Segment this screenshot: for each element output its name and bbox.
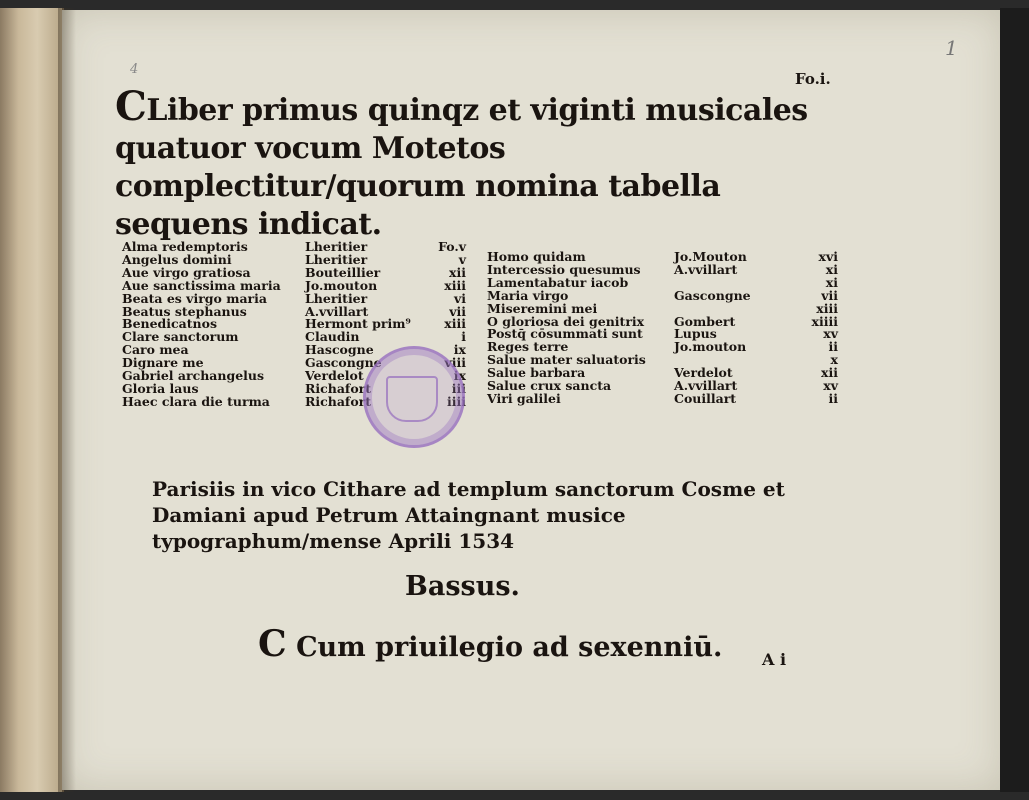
table-cell: Couillart [674, 390, 737, 406]
table-cell: Jo.Mouton [674, 249, 747, 264]
table-cell: iiii [447, 393, 466, 409]
table-cell: vii [449, 303, 466, 319]
table-cell: Miseremini mei [487, 300, 598, 316]
table-cell: Claudin [305, 329, 360, 345]
table-cell: xiii [816, 300, 838, 316]
table-cell: xvi [818, 249, 838, 264]
table-cell: Lupus [674, 326, 717, 342]
signature-mark: A i [762, 650, 787, 669]
table-cell: Verdelot [305, 368, 364, 384]
folio-number: Fo.i. [795, 70, 831, 88]
table-cell: Hermont prim⁹ [305, 316, 411, 332]
table-cell: Lheritier [305, 251, 368, 267]
table-cell: A.vvillart [674, 378, 738, 394]
table-cell: Gombert [674, 313, 736, 329]
table-cell: Haec clara die turma [122, 393, 270, 409]
table-cell: O gloriosa dei genitrix [487, 313, 645, 329]
table-cell: ii [828, 390, 838, 406]
table-cell: ix [453, 368, 466, 384]
table-cell: A.vvillart [305, 303, 369, 319]
table-cell: Alma redemptoris [122, 239, 248, 254]
book-title [115, 83, 855, 244]
voice-part: Bassus. [405, 571, 520, 602]
table-cell: Richafort [305, 380, 372, 396]
table-cell: Reges terre [487, 339, 569, 355]
privilege-line [258, 623, 722, 665]
table-cell: xi [825, 274, 838, 290]
table-cell: xii [821, 365, 838, 381]
table-cell: Caro mea [122, 342, 189, 358]
table-cell: ii [828, 339, 838, 355]
table-cell: xiii [444, 316, 466, 332]
privilege-initial: C [258, 623, 287, 665]
library-stamp-shield [386, 376, 438, 422]
table-cell: Aue sanctissima maria [122, 277, 281, 293]
table-cell: Lamentabatur iacob [487, 274, 629, 290]
table-cell: Beata es virgo maria [122, 290, 267, 306]
imprint-text: Parisiis in vico Cithare ad templum sanctorum Cosme et Damiani apud Petrum Attaingnant musice typographum/mense Aprili 1534 [152, 477, 785, 553]
title-initial: C [115, 83, 147, 130]
table-cell: Salue barbara [487, 365, 586, 381]
table-cell: xv [823, 326, 838, 342]
page-edge-background [1000, 8, 1029, 792]
table-cell: Hascogne [305, 342, 374, 358]
table-cell: Dignare me [122, 355, 204, 371]
privilege-text: Cum priuilegio ad sexenniū. [296, 632, 723, 663]
right-composers-column [674, 251, 784, 406]
left-titles-column [122, 241, 292, 409]
right-titles-column [487, 251, 662, 406]
table-cell: xii [449, 264, 466, 280]
table-cell: Fo.v [438, 239, 466, 254]
table-cell: v [458, 251, 466, 267]
table-cell: Homo quidam [487, 249, 586, 264]
table-cell: xiii [444, 277, 466, 293]
table-cell: Maria virgo [487, 287, 569, 303]
table-cell: Gascongne [674, 287, 751, 303]
table-cell: Jo.mouton [674, 339, 747, 355]
table-cell: Lheritier [305, 290, 368, 306]
table-cell: Salue mater saluatoris [487, 352, 646, 368]
table-cell: Verdelot [674, 365, 733, 381]
table-cell: i [461, 329, 466, 345]
table-cell: Postq̄ cōsummati sunt [487, 326, 643, 342]
table-cell: Aue virgo gratiosa [122, 264, 251, 280]
table-cell: Jo.mouton [305, 277, 378, 293]
table-cell: vii [821, 287, 838, 303]
table-cell: xi [825, 261, 838, 277]
table-cell: iii [451, 380, 466, 396]
table-cell: xv [823, 378, 838, 394]
title-text: Liber primus quinqz et viginti musicales quatuor vocum Motetos complectitur/quorum nomina tabella sequens indicat. [115, 93, 808, 242]
table-cell: Lheritier [305, 239, 368, 254]
table-cell: Salue crux sancta [487, 378, 612, 394]
table-cell: Clare sanctorum [122, 329, 239, 345]
table-cell: Gabriel archangelus [122, 368, 265, 384]
table-cell: Intercessio quesumus [487, 261, 641, 277]
table-cell: xiiii [811, 313, 838, 329]
right-folios-column [798, 251, 838, 406]
table-cell: Richafort [305, 393, 372, 409]
table-cell: viii [444, 355, 466, 371]
table-cell: Viri galilei [487, 390, 561, 406]
table-cell: Gascongne [305, 355, 382, 371]
table-cell: x [830, 352, 838, 368]
table-cell: vi [453, 290, 466, 306]
gutter-shadow [58, 8, 76, 792]
table-cell: Gloria laus [122, 380, 199, 396]
table-cell: ix [453, 342, 466, 358]
table-cell: Bouteillier [305, 264, 381, 280]
table-cell: A.vvillart [674, 261, 738, 277]
pencil-mark: 4 [130, 62, 139, 77]
table-cell: Benedicatnos [122, 316, 217, 332]
table-cell: Beatus stephanus [122, 303, 247, 319]
book-spine [0, 8, 64, 792]
table-cell: Angelus domini [122, 251, 232, 267]
pencil-page-number: 1 [945, 36, 958, 60]
